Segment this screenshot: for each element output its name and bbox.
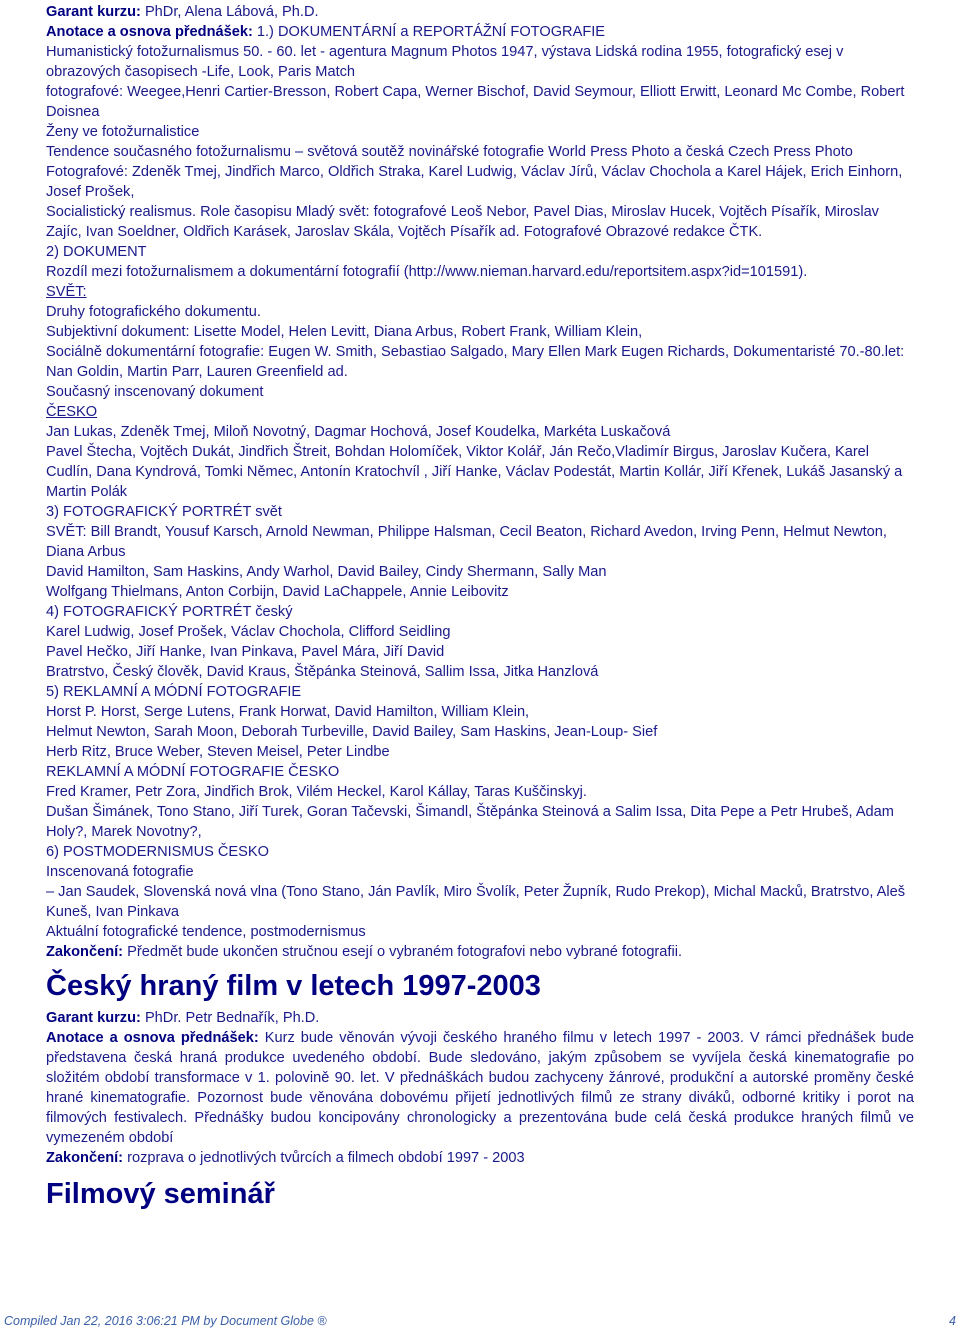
zakonceni-value: Předmět bude ukončen stručnou esejí o vybraném fotografovi nebo vybrané fotografii. <box>127 944 682 960</box>
text-line: Herb Ritz, Bruce Weber, Steven Meisel, Peter Lindbe <box>46 744 390 760</box>
section-title-seminar: Filmový seminář <box>46 1178 275 1210</box>
heading-svet: SVĚT: <box>46 284 87 300</box>
garant-line <box>46 2 914 22</box>
garant-label: Garant kurzu: <box>46 4 141 20</box>
heading-cesko: ČESKO <box>46 404 98 420</box>
garant-value: PhDr, Alena Lábová, Ph.D. <box>144 4 319 20</box>
text-line: Humanistický fotožurnalismus 50. - 60. let - agentura Magnum Photos 1947, výstava Lidská rodina 1955, fotografický esej v obrazových časopisech -Life, Look, Paris Match <box>46 44 844 80</box>
garant-line-2 <box>46 1008 914 1028</box>
anotace-label: Anotace a osnova přednášek: <box>46 24 253 40</box>
text-line: 3) FOTOGRAFICKÝ PORTRÉT svět <box>46 504 282 520</box>
text-line: Helmut Newton, Sarah Moon, Deborah Turbeville, David Bailey, Sam Haskins, Jean-Loup- Sief <box>46 724 658 740</box>
text-line: Pavel Hečko, Jiří Hanke, Ivan Pinkava, Pavel Mára, Jiří David <box>46 644 445 660</box>
garant-label-2: Garant kurzu: <box>46 1010 141 1026</box>
text-line: Ženy ve fotožurnalistice <box>46 124 200 140</box>
text-line: Subjektivní dokument: Lisette Model, Helen Levitt, Diana Arbus, Robert Frank, William Klein, <box>46 324 643 340</box>
text-line: fotografové: Weegee,Henri Cartier-Bresson, Robert Capa, Werner Bischof, David Seymour, Elliott Erwitt, Leonard Mc Combe, Robert Doisnea <box>46 84 905 120</box>
text-line: Inscenovaná fotografie <box>46 864 194 880</box>
compiled-footer: Compiled Jan 22, 2016 3:06:21 PM by Document Globe ® <box>4 1314 327 1328</box>
text-line: Bratrstvo, Český člověk, David Kraus, Štěpánka Steinová, Sallim Issa, Jitka Hanzlová <box>46 664 599 680</box>
text-line: 5) REKLAMNÍ A MÓDNÍ FOTOGRAFIE <box>46 684 302 700</box>
text-line: 4) FOTOGRAFICKÝ PORTRÉT český <box>46 604 293 620</box>
section-title-film: Český hraný film v letech 1997-2003 <box>46 970 541 1002</box>
text-line: Aktuální fotografické tendence, postmodernismus <box>46 924 366 940</box>
anotace-value-2: Kurz bude věnován vývoji českého hraného filmu v letech 1997 - 2003. V rámci přednášek bude představena česká hraná produkce uvedeného období. Bude sledováno, jakým způsobem se vyvíjela česká kinematografie po složitém období transformace v 1. polovině 90. let. V přednáškách budou zachyceny žánrové, produkční a autorské proměny české hrané kinematografie. Pozornost bude věnována dobovému přijetí jednotlivých filmů ze strany diváků, odborné kritiky i porot na filmových festivalech. Přednášky budou koncipovány chronologicky a prezentována bude celá česká produkce hraných filmů ve vymezeném období <box>46 1030 914 1146</box>
text-line: Sociálně dokumentární fotografie: Eugen W. Smith, Sebastiao Salgado, Mary Ellen Mark Eugen Richards, Dokumentaristé 70.-80.let: Nan Goldin, Martin Parr, Lauren Greenfield ad. <box>46 344 905 380</box>
text-line: REKLAMNÍ A MÓDNÍ FOTOGRAFIE ČESKO <box>46 764 340 780</box>
text-line: Wolfgang Thielmans, Anton Corbijn, David LaChappele, Annie Leibovitz <box>46 584 509 600</box>
text-line: Socialistický realismus. Role časopisu Mladý svět: fotografové Leoš Nebor, Pavel Dias, Miroslav Hucek, Vojtěch Písařík, Miroslav Zajíc, Ivan Soeldner, Oldřich Karásek, Jaroslav Skála, Vojtěch Písařík ad. Fotografové Obrazové redakce ČTK. <box>46 204 879 240</box>
text-line: SVĚT: Bill Brandt, Yousuf Karsch, Arnold Newman, Philippe Halsman, Cecil Beaton, Richard Avedon, Irving Penn, Helmut Newton, Diana Arbus <box>46 524 887 560</box>
text-line: 2) DOKUMENT <box>46 244 147 260</box>
text-line: David Hamilton, Sam Haskins, Andy Warhol, David Bailey, Cindy Shermann, Sally Man <box>46 564 607 580</box>
zakonceni-line-2 <box>46 1148 914 1168</box>
zakonceni-value-2: rozprava o jednotlivých tvůrcích a filmech období 1997 - 2003 <box>127 1150 525 1166</box>
garant-value-2: PhDr. Petr Bednařík, Ph.D. <box>144 1010 320 1026</box>
text-line: Fred Kramer, Petr Zora, Jindřich Brok, Vilém Heckel, Karol Kállay, Taras Kuščinskyj. <box>46 784 587 800</box>
text-line: Tendence současného fotožurnalismu – světová soutěž novinářské fotografie World Press Photo a česká Czech Press Photo <box>46 144 853 160</box>
text-line: Současný inscenovaný dokument <box>46 384 264 400</box>
text-line: Jan Lukas, Zdeněk Tmej, Miloň Novotný, Dagmar Hochová, Josef Koudelka, Markéta Luskačová <box>46 424 671 440</box>
text-line: Druhy fotografického dokumentu. <box>46 304 261 320</box>
text-line: Dušan Šimánek, Tono Stano, Jiří Turek, Goran Tačevski, Šimandl, Štěpánka Steinová a Salim Issa, Dita Pepe a Petr Hrubeš, Adam Holy?, Marek Novotny?, <box>46 804 894 840</box>
anotace-paragraph-2 <box>46 1028 914 1148</box>
zakonceni-label-2: Zakončení: <box>46 1150 124 1166</box>
anotace-value: 1.) DOKUMENTÁRNÍ a REPORTÁŽNÍ FOTOGRAFIE <box>256 24 606 40</box>
text-line: 6) POSTMODERNISMUS ČESKO <box>46 844 269 860</box>
document-body <box>46 2 914 1216</box>
text-line: Fotografové: Zdeněk Tmej, Jindřich Marco, Oldřich Straka, Karel Ludwig, Václav Jírů, Václav Chochola a Karel Hájek, Erich Einhorn, Josef Prošek, <box>46 164 903 200</box>
text-line: Karel Ludwig, Josef Prošek, Václav Chochola, Clifford Seidling <box>46 624 451 640</box>
anotace-line <box>46 22 914 42</box>
page-number: 4 <box>949 1314 956 1328</box>
text-line: Horst P. Horst, Serge Lutens, Frank Horwat, David Hamilton, William Klein, <box>46 704 530 720</box>
anotace-label-2: Anotace a osnova přednášek: <box>46 1030 259 1046</box>
zakonceni-line <box>46 942 914 962</box>
zakonceni-label: Zakončení: <box>46 944 124 960</box>
text-line: – Jan Saudek, Slovenská nová vlna (Tono Stano, Ján Pavlík, Miro Švolík, Peter Župník, Rudo Prekop), Michal Macků, Bratrstvo, Aleš Kuneš, Ivan Pinkava <box>46 884 906 920</box>
text-line: Pavel Štecha, Vojtěch Dukát, Jindřich Štreit, Bohdan Holomíček, Viktor Kolář, Ján Rečo,Vladimír Birgus, Jaroslav Kučera, Karel Cudlín, Dana Kyndrová, Tomki Němec, Antonín Kratochvíl , Jiří Hanke, Václav Podestát, Martin Kollár, Jiří Křenek, Lukáš Jasanský a Martin Polák <box>46 444 903 500</box>
text-line: Rozdíl mezi fotožurnalismem a dokumentární fotografií (http://www.nieman.harvard.edu/reportsitem.aspx?id=101591). <box>46 264 808 280</box>
